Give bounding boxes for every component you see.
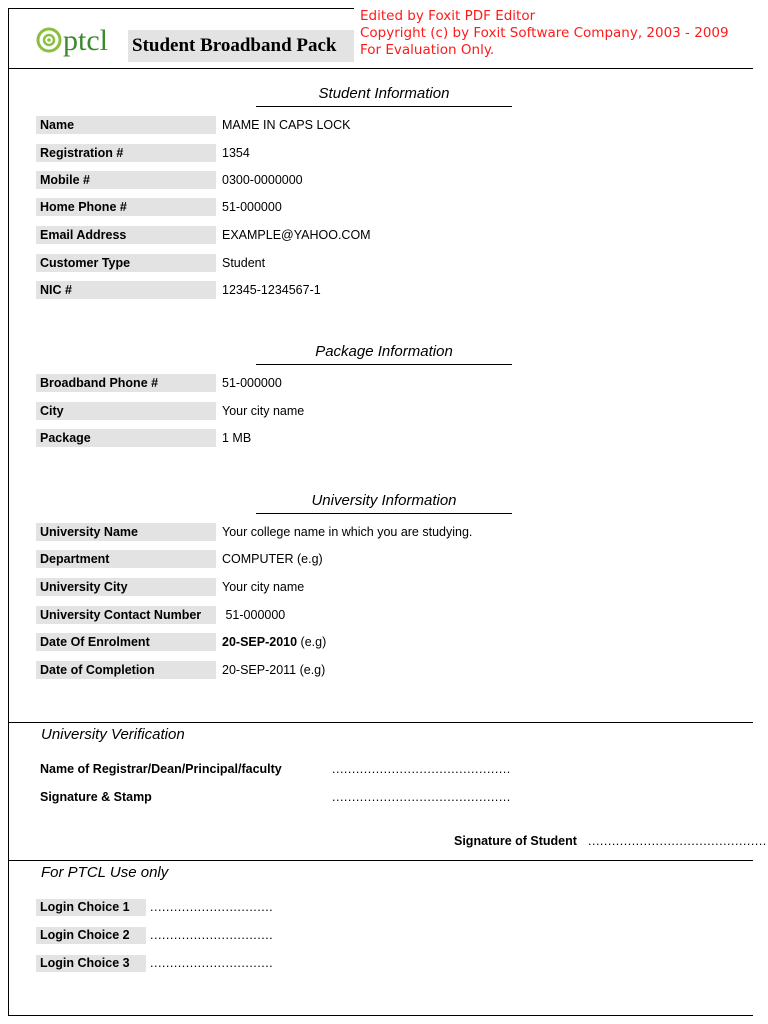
field-value-email: EXAMPLE@YAHOO.COM [222,228,371,242]
enrolment-date-value: 20-SEP-2010 [222,635,298,649]
stamp-signature-line: ............................................. [332,790,511,804]
field-value-university-name: Your college name in which you are studying. [222,525,473,539]
watermark-line-3: For Evaluation Only. [360,42,495,58]
field-label-registration: Registration # [36,144,216,162]
field-value-registration: 1354 [222,146,250,160]
field-value-nic: 12345-1234567-1 [222,283,321,297]
field-value-home-phone: 51-000000 [222,200,282,214]
field-value-university-city: Your city name [222,580,305,594]
foxit-watermark [360,8,729,59]
field-label-university-city: University City [36,578,216,596]
field-label-completion-date: Date of Completion [36,661,216,679]
stamp-label: Signature & Stamp [40,790,152,804]
field-label-name: Name [36,116,216,134]
ptcl-logo [36,14,126,64]
registrar-label: Name of Registrar/Dean/Principal/faculty [40,762,282,776]
field-value-name: MAME IN CAPS LOCK [222,118,351,132]
login-choice-1-line: ............................... [150,900,274,914]
field-label-city: City [36,402,216,420]
field-value-package: 1 MB [222,431,252,445]
field-label-nic: NIC # [36,281,216,299]
field-value-mobile: 0300-0000000 [222,173,303,187]
field-value-department: COMPUTER (e.g) [222,552,323,566]
logo-text: ptcl [63,24,108,57]
watermark-line-2: Copyright (c) by Foxit Software Company, 2003 - 2009 [360,25,729,41]
student-signature-line: ............................................. [588,834,767,848]
page-bottom-border [8,1015,753,1016]
field-label-university-contact: University Contact Number [36,606,216,624]
field-label-package: Package [36,429,216,447]
field-value-city: Your city name [222,404,305,418]
watermark-line-1: Edited by Foxit PDF Editor [360,8,536,24]
field-label-email: Email Address [36,226,216,244]
enrolment-date-note: (e.g) [297,635,327,649]
field-label-department: Department [36,550,216,568]
ptcl-use-divider [8,860,753,861]
university-info-heading: University Information [256,492,512,514]
field-value-enrolment-date [222,633,326,651]
field-value-completion-date: 20-SEP-2011 (e.g) [222,663,326,677]
field-label-mobile: Mobile # [36,171,216,189]
field-label-university-name: University Name [36,523,216,541]
login-choice-2-line: ............................... [150,928,274,942]
registrar-signature-line: ............................................. [332,762,511,776]
field-label-enrolment-date: Date Of Enrolment [36,633,216,651]
field-value-broadband-phone: 51-000000 [222,376,282,390]
field-value-customer-type: Student [222,256,266,270]
document-title: Student Broadband Pack [128,30,354,62]
verification-divider [8,722,753,723]
login-choice-3-line: ............................... [150,956,274,970]
ptcl-use-heading: For PTCL Use only [41,864,169,881]
field-label-home-phone: Home Phone # [36,198,216,216]
header-bottom-divider [8,68,753,69]
field-value-university-contact: 51-000000 [222,608,286,622]
login-choice-3-label: Login Choice 3 [36,955,146,972]
field-label-broadband-phone: Broadband Phone # [36,374,216,392]
login-choice-2-label: Login Choice 2 [36,927,146,944]
student-info-heading: Student Information [256,85,512,107]
student-signature-label: Signature of Student [454,834,577,848]
verification-heading: University Verification [41,726,185,743]
header-divider [8,8,354,9]
package-info-heading: Package Information [256,343,512,365]
field-label-customer-type: Customer Type [36,254,216,272]
login-choice-1-label: Login Choice 1 [36,899,146,916]
